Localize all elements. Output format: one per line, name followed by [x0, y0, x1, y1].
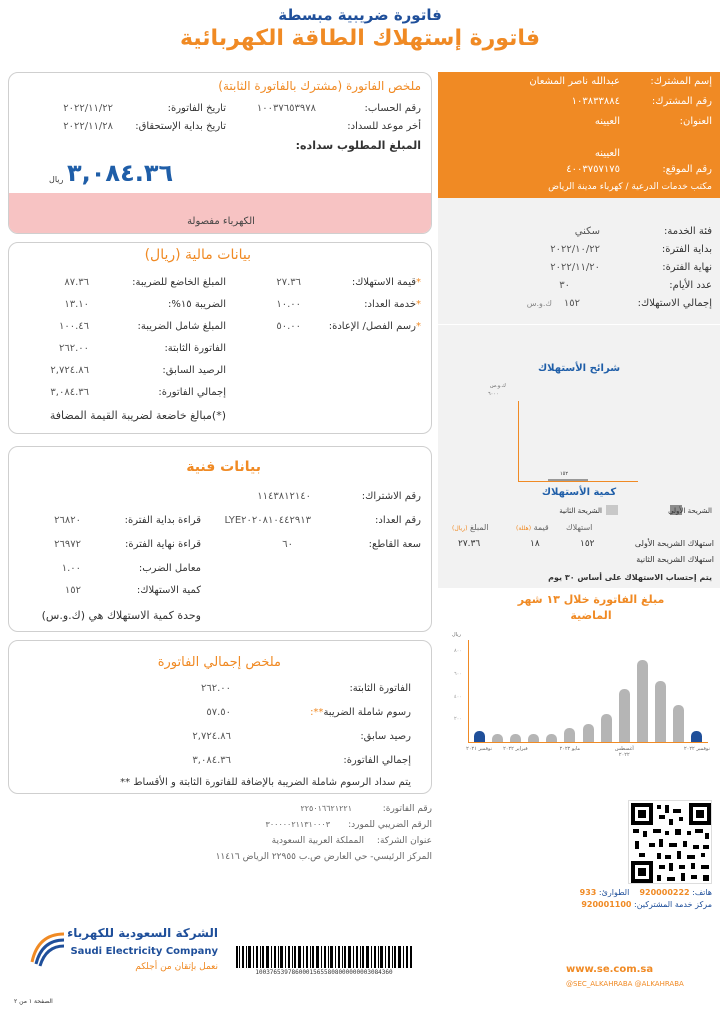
service-center-value: 920001100 [581, 900, 632, 909]
page-number: الصفحة ١ من ٢ [14, 998, 53, 1005]
summary-heading: ملخص الفاتورة (مشترك بالفاتورة الثابتة) [218, 79, 421, 93]
disconnected-text: الكهرباء مفصولة [187, 216, 255, 227]
financial-heading: بيانات مالية (ريال) [144, 247, 251, 263]
service-panel [438, 198, 720, 324]
tiers-y-unit: ك.و.س [490, 383, 506, 389]
emergency-label: الطوارئ: [598, 888, 630, 897]
col-price-unit: (هللة) [516, 525, 532, 532]
taxable-star: * [416, 299, 421, 310]
chart-x-label: مايو ٢٠٢٢ [559, 746, 581, 752]
qty-heading: كمية الأستهلاك [541, 487, 617, 498]
company-address-value: المملكة العربية السعودية [271, 836, 364, 846]
amount-due-value: ٣,٠٨٤.٣٦ [67, 159, 174, 187]
total-summary-heading: ملخص إجمالي الفاتورة [157, 655, 281, 670]
company-name-en: Saudi Electricity Company [70, 946, 218, 957]
chart-bar [601, 714, 612, 742]
emergency-value: 933 [579, 888, 597, 897]
legend2-swatch [606, 505, 618, 515]
reconnect-label [329, 321, 421, 332]
prev-balance-label: الرصيد السابق: [162, 365, 226, 376]
meter-service-label [364, 299, 421, 310]
consumption-value: ٢٧.٣٦ [276, 277, 301, 288]
tiers-y-max: ٦٠٠٠ [488, 391, 499, 397]
summary-box [8, 72, 432, 234]
service-center-label: مركز خدمة المشتركين: [634, 900, 712, 909]
quantity-value: ١٥٢ [64, 585, 81, 596]
chart-y-tick: ٦٠٠ [454, 671, 463, 677]
vat-value: ١٣.١٠ [64, 299, 89, 310]
company-slogan: نعمل بإتقان من أجلكم [135, 962, 218, 972]
service-category-value: سكني [574, 226, 600, 237]
total-summary-box [8, 640, 432, 794]
technical-heading: بيانات فنية [186, 459, 261, 475]
total-consumption-unit: ك.و.س [526, 299, 552, 308]
breaker-label: سعة القاطع: [368, 539, 421, 550]
disconnected-banner [9, 193, 432, 234]
period-end-label: نهاية الفترة: [662, 262, 712, 273]
chart-title: مبلغ الفاتورة خلال ١٣ شهر الماضية [517, 593, 665, 622]
meter-number-label: رقم العداد: [375, 515, 421, 526]
company-name-ar: الشركة السعودية للكهرباء [67, 926, 218, 940]
bill-chart [452, 632, 712, 784]
invoice-total-label: إجمالي الفاتورة: [158, 387, 226, 398]
chart-yticks [452, 640, 468, 742]
taxable-star: * [416, 277, 421, 288]
invoice-no-label: رقم الفاتورة: [382, 804, 432, 814]
tiers-heading: شرائح الأستهلاك [537, 363, 621, 374]
col-consumption: استهلاك [566, 523, 593, 532]
qr-code-icon [629, 801, 713, 885]
contact-line-1 [580, 888, 712, 897]
office-text: مكتب خدمات الدرعية / كهرباء مدينة الرياض [548, 182, 712, 192]
breaker-value: ٦٠ [282, 539, 293, 550]
unit-note: وحدة كمية الاستهلاك هي (ك.و.س) [41, 609, 201, 622]
phone-label: هاتف: [692, 888, 712, 897]
address-value-2: العيينه [594, 148, 620, 159]
taxable-value: ٨٧.٣٦ [64, 277, 89, 288]
ts-prev-label: رصيد سابق: [360, 731, 411, 742]
chart-bar [583, 724, 594, 742]
chart-bar [492, 734, 503, 742]
row1-label: استهلاك الشريحة الأولى [634, 539, 714, 548]
row1-amount: ٢٧.٣٦ [458, 539, 481, 549]
phone-value: 920000222 [639, 888, 690, 897]
qr-code [628, 800, 712, 884]
chart-xlabels [466, 746, 710, 762]
chart-bar [673, 705, 684, 742]
incl-tax-label: المبلغ شامل الضريبة: [137, 321, 226, 332]
period-start-value: ٢٠٢٢/١٠/٢٢ [550, 244, 600, 255]
chart-bar [546, 734, 557, 743]
technical-box [8, 446, 432, 632]
chart-y-axis [468, 640, 469, 742]
account-value: ١٠٠٣٧٦٥٣٩٧٨ [256, 103, 316, 114]
invoice-no-value: ٢٢٥٠١٦٦٢١٢٢١ [300, 804, 352, 813]
vat-label: الضريبة ١٥%: [168, 299, 226, 310]
ts-fixed-label: الفاتورة الثابتة: [349, 683, 411, 694]
customer-number-value: ١٠٣٨٣٣٨٨٤ [571, 96, 620, 107]
company-logo [28, 924, 218, 978]
days-value: ٣٠ [559, 280, 570, 291]
invoice-title: فاتورة إستهلاك الطاقة الكهربائية [179, 26, 541, 51]
col-amount-unit: (ريال) [452, 525, 468, 532]
currency-label: ريال [49, 175, 64, 184]
consumption-label [352, 277, 421, 288]
due-date-label: تاريخ بداية الإستحقاق: [135, 121, 226, 132]
start-reading-label: قراءة بداية الفترة: [124, 515, 201, 526]
website-link[interactable]: www.se.com.sa [566, 964, 654, 975]
chart-y-tick: ٢٠٠ [454, 716, 463, 723]
invoice-subtitle: فاتورة ضريبية مبسطة [278, 6, 442, 24]
meter-service-label-text: خدمة العداد: [364, 299, 416, 310]
social-handles: @SEC_ALKAHRABA @ALKAHRABA [566, 980, 684, 988]
site-label: رقم الموقع: [662, 164, 712, 175]
chart-x-label: نوفمبر ٢٠٢١ [466, 746, 493, 752]
chart-bar [691, 731, 702, 742]
sec-logo-icon [28, 928, 68, 968]
days-label: عدد الأيام: [669, 280, 712, 291]
total-consumption-value: ١٥٢ [563, 298, 580, 309]
consumption-label-text: قيمة الاستهلاك: [351, 277, 416, 288]
customer-panel [438, 72, 720, 198]
taxable-star: * [416, 321, 421, 332]
chart-y-label: ريال [452, 632, 461, 638]
total-consumption-label: إجمالي الاستهلاك: [637, 298, 712, 309]
site-value: ٤٠٠٣٧٥٧١٧٥ [566, 164, 620, 175]
service-category-label: فئة الخدمة: [664, 226, 712, 237]
taxable-label: المبلغ الخاضع للضريبة: [132, 277, 226, 288]
ts-fees-mark: **: [310, 707, 324, 718]
vat-note: (*)مبالغ خاضعة لضريبة القيمة المضافة [49, 409, 226, 422]
chart-x-label: أغسطس ٢٠٢٢ [614, 746, 634, 758]
chart-bar [655, 681, 666, 742]
prev-balance-value: ٢,٧٢٤.٨٦ [50, 365, 89, 376]
due-date-value: ٢٠٢٢/١١/٢٨ [63, 121, 113, 132]
fixed-invoice-value: ٢٦٢.٠٠ [58, 343, 89, 354]
start-reading-value: ٢٦٨٢٠ [54, 515, 81, 526]
meter-service-value: ١٠.٠٠ [276, 299, 301, 310]
ts-fees-label [310, 707, 411, 718]
col-amount [452, 523, 489, 532]
customer-name-label: إسم المشترك: [650, 76, 712, 87]
tiers-axis-y [518, 401, 519, 481]
meter-number-value: LYE٢٠٢٠٨١٠٤٤٢٩١٣ [224, 515, 311, 526]
chart-y-tick: ٤٠٠ [454, 693, 463, 700]
ts-note: يتم سداد الرسوم شاملة الضريبة بالإضافة للفاتورة الثابتة و الأقساط ** [120, 777, 411, 788]
chart-bar [619, 689, 630, 742]
footer-info-box [8, 800, 432, 868]
address-value: العيينه [594, 116, 620, 127]
period-end-value: ٢٠٢٢/١١/٢٠ [550, 262, 600, 273]
chart-bar [528, 734, 539, 742]
barcode-icon [236, 946, 412, 968]
multiplier-label: معامل الضرب: [138, 563, 201, 574]
chart-x-label: نوفمبر ٢٠٢٢ [683, 746, 710, 752]
subscription-label: رقم الاشتراك: [361, 491, 421, 502]
ts-total-value: ٣,٠٨٤.٣٦ [192, 755, 231, 766]
chart-y-tick: ٨٠٠ [454, 648, 463, 655]
multiplier-value: ١.٠٠ [61, 563, 81, 574]
company-address-label: عنوان الشركة: [376, 836, 432, 846]
col-price-label: قيمة [533, 523, 549, 532]
chart-bar [510, 734, 521, 743]
hq-address: المركز الرئيسي- حي العارض ص.ب ٢٢٩٥٥ الرياض ١١٤١٦ [215, 852, 432, 862]
barcode-number: 10037653978600015655808000000003084360 [255, 969, 393, 976]
fixed-invoice-label: الفاتورة الثابتة: [164, 343, 226, 354]
account-label: رقم الحساب: [364, 103, 421, 114]
ts-fees-label-text: رسوم شاملة الضريبة [323, 707, 411, 718]
col-price [516, 523, 549, 532]
invoice-total-value: ٣,٠٨٤.٣٦ [50, 387, 89, 398]
barcode [236, 946, 412, 976]
legend2-label: الشريحة الثانية [559, 507, 602, 515]
ts-prev-value: ٢,٧٢٤.٨٦ [192, 731, 231, 742]
row1-price: ١٨ [530, 539, 540, 549]
tiers-panel [438, 324, 720, 588]
legend1-label: الشريحة الأولى [668, 507, 712, 515]
tiers-bar-label: ١٥٢ [560, 471, 569, 477]
customer-name-value: عبدالله ناصر المشعان [529, 76, 620, 87]
address-label: العنوان: [679, 116, 712, 127]
contact-line-2 [581, 900, 712, 909]
reconnect-label-text: رسم الفصل/ الإعادة: [328, 321, 416, 332]
chart-bar [637, 660, 648, 742]
row2-label: استهلاك الشريحة الثانية [636, 555, 714, 564]
incl-tax-value: ١٠٠.٤٦ [58, 321, 89, 332]
tax-number-label: الرقم الضريبي للمورد: [348, 820, 432, 830]
invoice-date-label: تاريخ الفاتورة: [167, 103, 226, 114]
row1-cons: ١٥٢ [580, 539, 595, 549]
ts-total-label: إجمالي الفاتورة: [343, 755, 411, 766]
last-pay-label: أخر موعد للسداد: [347, 121, 421, 132]
quantity-label: كمية الاستهلاك: [136, 585, 201, 596]
subscription-value: ١١٤٣٨١٢١٤٠ [257, 491, 311, 502]
ts-fees-value: ٥٧.٥٠ [206, 707, 231, 718]
amount-due-label: المبلغ المطلوب سداده: [295, 139, 421, 152]
chart-bar [564, 728, 575, 742]
tax-number-value: ٣٠٠٠٠٠٢١١٣١٠٠٠٣ [265, 820, 330, 829]
chart-x-axis [468, 742, 708, 743]
chart-bar [474, 731, 485, 742]
reconnect-value: ٥٠.٠٠ [276, 321, 301, 332]
end-reading-value: ٢٦٩٧٢ [54, 539, 81, 550]
financial-box [8, 242, 432, 434]
tiers-axis-x [518, 481, 638, 482]
ts-fixed-value: ٢٦٢.٠٠ [200, 683, 231, 694]
customer-number-label: رقم المشترك: [651, 96, 712, 107]
end-reading-label: قراءة نهاية الفترة: [125, 539, 201, 550]
chart-x-label: فبراير ٢٠٢٢ [503, 746, 528, 752]
col-amount-label: المبلغ [469, 523, 489, 532]
chart-plot [470, 640, 706, 742]
invoice-date-value: ٢٠٢٢/١١/٢٢ [63, 103, 113, 114]
tiers-bar [548, 479, 588, 481]
period-start-label: بداية الفترة: [661, 244, 712, 255]
calc-note: يتم إحتساب الاستهلاك على أساس ٣٠ يوم [548, 573, 712, 582]
